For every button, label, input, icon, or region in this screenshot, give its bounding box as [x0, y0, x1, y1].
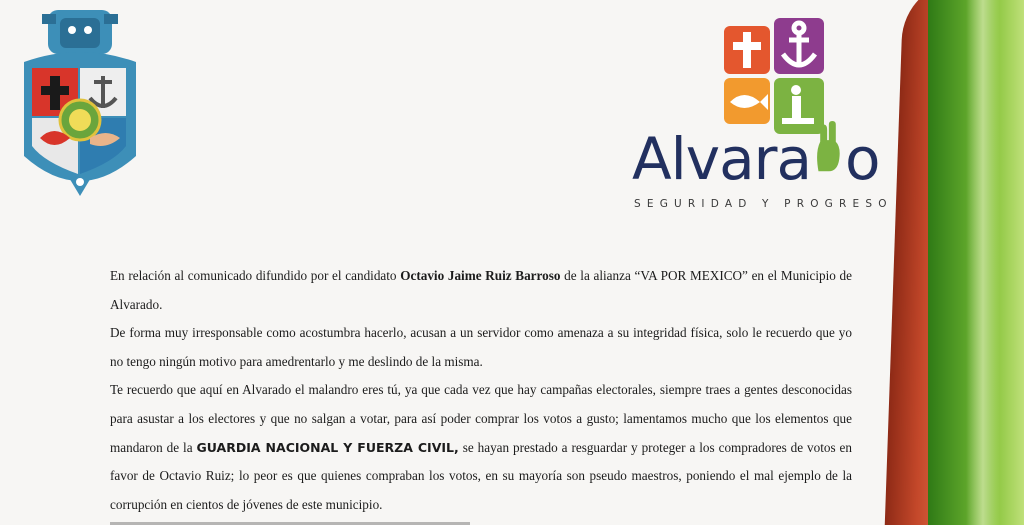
coat-of-arms-icon	[14, 6, 146, 202]
hand-icon	[811, 131, 845, 181]
cut-off-text-line	[110, 516, 490, 525]
letter-paragraph-2: De forma muy irresponsable como acostumbra hacerlo, acusan a un servidor como amenaza a su integridad física, solo le recuerdo que yo no tengo ningún motivo para amedrentarlo y me deslindo de la misma.	[110, 325, 852, 369]
letter-paragraph-3: Te recuerdo que aquí en Alvarado el malandro eres tú, ya que cada vez que hay campañas electorales, siempre traes a gentes desconocidas para asustar a los electores y que no salgan a votar, para así poder comprar los votos a gusto; lamentamos mucho que los elementos que mandaron de la GUARDIA NACIONAL Y FUERZA CIVIL, se hayan prestado a resguardar y proteger a los compradores de votos en favor de Octavio Ruiz; lo peor es que quienes compraban los votos, en su mayoría son pseudo maestros, poniendo el mal ejemplo de la corrupción en cientos de jóvenes de este municipio.	[110, 382, 852, 512]
decorative-ribbon-highlight	[966, 0, 1000, 525]
brand-wordmark	[632, 125, 902, 193]
alvarado-logo	[632, 14, 902, 210]
letter-paragraph-1: En relación al comunicado difundido por el candidato Octavio Jaime Ruiz Barroso de la alianza “VA POR MEXICO” en el Municipio de Alvarado.	[110, 268, 852, 312]
letter-body	[110, 262, 852, 519]
brand-tagline: SEGURIDAD Y PROGRESO	[634, 198, 893, 210]
brand-wordmark-a: Alvara	[632, 125, 812, 193]
candidate-name: Octavio Jaime Ruiz Barroso	[400, 268, 561, 283]
brand-wordmark-b: o	[845, 125, 880, 193]
forces-name: GUARDIA NACIONAL Y FUERZA CIVIL,	[196, 439, 459, 455]
